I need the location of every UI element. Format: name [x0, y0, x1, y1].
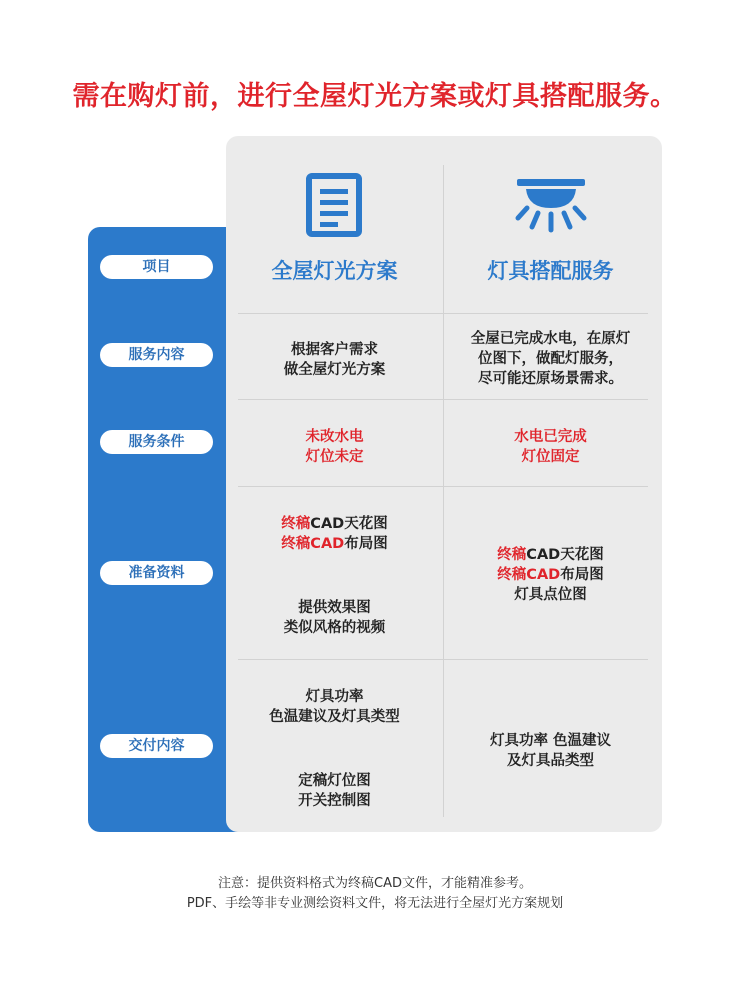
- cell-line: 灯具功率 色温建议: [489, 733, 612, 749]
- column-divider: [443, 165, 444, 817]
- footnote-line-2: PDF、手绘等非专业测绘资料文件，将无法进行全屋灯光方案规划: [186, 896, 564, 911]
- page-title: 需在购灯前，进行全屋灯光方案或灯具搭配服务。: [72, 81, 678, 112]
- cell-line: 类似风格的视频: [283, 620, 386, 636]
- cell-line: [232, 514, 437, 534]
- cell-line: 色温建议及灯具类型: [269, 709, 400, 725]
- cell-line: 灯位固定: [521, 449, 580, 465]
- red-text: 终稿: [497, 547, 527, 563]
- cell-deliverables-fixture: [448, 731, 653, 771]
- cell-line: 开关控制图: [298, 793, 371, 809]
- row-divider: [238, 399, 648, 400]
- cell-line: 根据客户需求: [291, 342, 378, 358]
- text: CAD天花图: [310, 516, 388, 532]
- cell-service-content-fixture: [448, 329, 653, 389]
- cell-line: 未改水电: [305, 429, 364, 445]
- document-icon: [305, 172, 363, 238]
- cell-materials-plan: [232, 514, 437, 638]
- cell-line: 提供效果图: [298, 600, 371, 616]
- red-text: 终稿CAD: [281, 536, 345, 552]
- text: 布局图: [560, 567, 604, 583]
- cell-line: 尽可能还原场景需求。: [478, 371, 623, 387]
- cell-service-conditions-fixture: [448, 427, 653, 467]
- cell-line: [448, 565, 653, 585]
- cell-line: 灯位未定: [305, 449, 364, 465]
- cell-line: 灯具点位图: [514, 587, 587, 603]
- cell-line: 水电已完成: [514, 429, 587, 445]
- cell-line: 全屋已完成水电，在原灯: [470, 331, 631, 347]
- cell-line: 位图下，做配灯服务，: [478, 351, 623, 367]
- cell-line: 做全屋灯光方案: [283, 362, 386, 378]
- column-header-fixture-matching: 灯具搭配服务: [487, 259, 614, 283]
- cell-service-content-plan: [232, 340, 437, 380]
- cell-line: [448, 545, 653, 565]
- row-label-deliverables: 交付内容: [100, 734, 213, 758]
- cell-deliverables-plan: [232, 687, 437, 811]
- row-divider: [238, 659, 648, 660]
- cell-line: 灯具功率: [305, 689, 364, 705]
- ceiling-lamp-icon: [514, 176, 588, 234]
- red-text: 终稿: [281, 516, 311, 532]
- footnote-line-1: 注意：提供资料格式为终稿CAD文件，才能精准参考。: [218, 876, 532, 891]
- red-text: 终稿CAD: [497, 567, 561, 583]
- cell-line: 及灯具品类型: [507, 753, 594, 769]
- row-label-service-content: 服务内容: [100, 343, 213, 367]
- row-label-item: 项目: [100, 255, 213, 279]
- row-divider: [238, 313, 648, 314]
- cell-line: [232, 534, 437, 554]
- text: CAD天花图: [526, 547, 604, 563]
- text: 布局图: [344, 536, 388, 552]
- row-label-service-conditions: 服务条件: [100, 430, 213, 454]
- column-header-lighting-plan: 全屋灯光方案: [271, 259, 398, 283]
- row-label-materials: 准备资料: [100, 561, 213, 585]
- cell-materials-fixture: [448, 545, 653, 605]
- row-divider: [238, 486, 648, 487]
- cell-line: 定稿灯位图: [298, 773, 371, 789]
- cell-service-conditions-plan: [232, 427, 437, 467]
